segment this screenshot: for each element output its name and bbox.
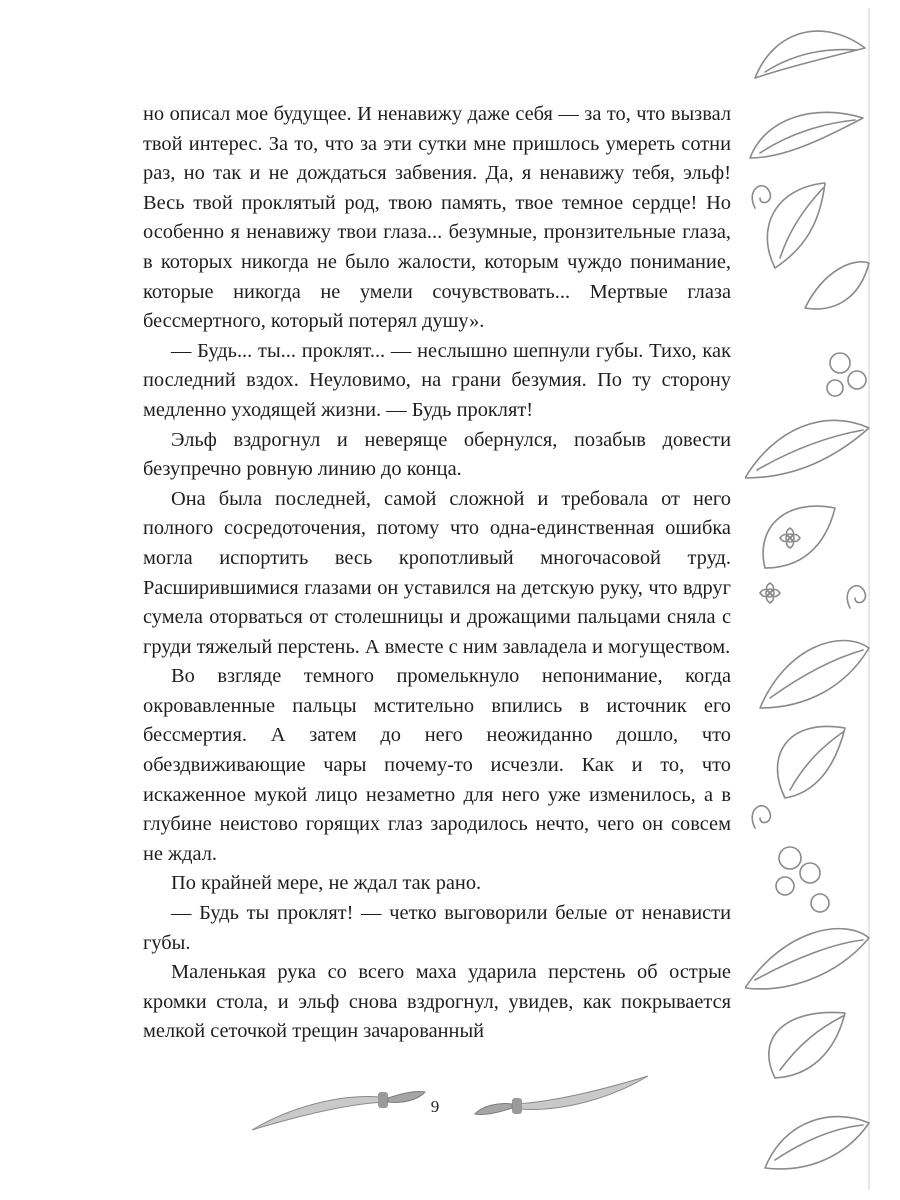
paragraph: Эльф вздрогнул и неверяще обернулся, позабыв довести безупречно ровную линию до конца.	[143, 428, 731, 481]
paragraph: Маленькая рука со всего маха ударила перстень об острые кромки стола, и эльф снова вздрогнул, увидев, как покрывается мелкой сеточкой трещин зачарованный	[143, 961, 731, 1043]
floral-border-ornament	[745, 8, 870, 1190]
paragraph: но описал мое будущее. И ненавижу даже себя — за то, что вызвал твой интерес. За то, что за эти сутки мне пришлось умереть сотни раз, но так и не дождаться забвения. Да, я ненавижу тебя, эльф! Весь твой проклятый род, твою память, твое темное сердце! Но особенно я ненавижу твои глаза... безумные, пронзительные глаза, в которых никогда не было жалости, которым чуждо понимание, которые никогда не умели сочувствовать... Мертвые глаза бессмертного, который потерял душу».	[143, 103, 731, 333]
paragraph: — Будь... ты... проклят... — неслышно шепнули губы. Тихо, как последний вздох. Неуловимо, на грани безумия. По ту сторону медленно уходящей жизни. — Будь проклят!	[143, 339, 731, 421]
dagger-ornament-right	[470, 1072, 650, 1134]
page-number: 9	[430, 1097, 440, 1116]
paragraph: По крайней мере, не ждал так рано.	[171, 872, 482, 895]
paragraph: — Будь ты проклят! — четко выговорили белые от ненависти губы.	[143, 902, 731, 954]
paragraph: Она была последней, самой сложной и требовала от него полного сосредоточения, потому что одна-единственная ошибка могла испортить весь кропотливый многочасовой труд. Расширившимися глазами он уставился на детскую руку, что вдруг сумела оторваться от столешницы и дрожащими пальцами сняла с груди тяжелый перстень. А вместе с ним завладела и могуществом.	[143, 487, 731, 658]
body-text	[143, 100, 731, 1047]
paragraph: Во взгляде темного промелькнуло непонимание, когда окровавленные пальцы мстительно впились в источник его бессмертия. А затем до него неожиданно дошло, что обездвиживающие чары почему-то исчезли. Как и то, что искаженное мукой лицо незаметно для него уже изменилось, а в глубине неистово горящих глаз зародилось нечто, чего он совсем не ждал.	[143, 665, 731, 865]
